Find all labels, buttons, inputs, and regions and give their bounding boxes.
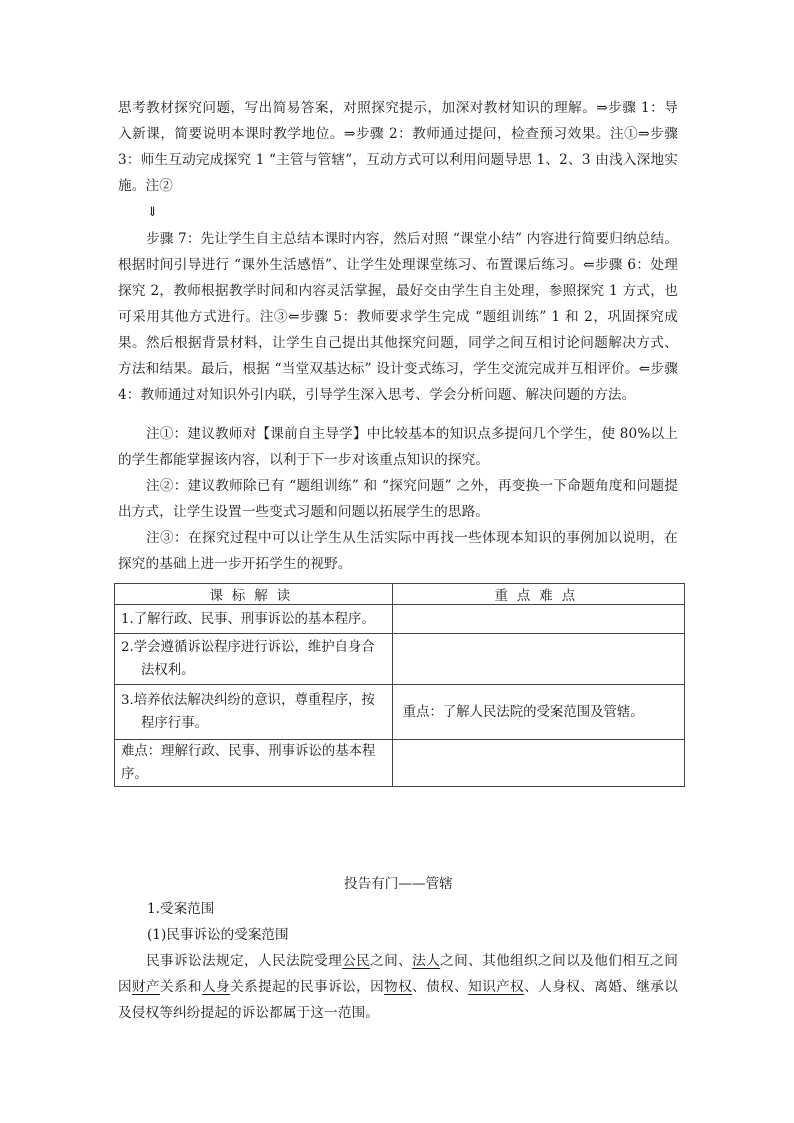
subheading-civil-scope: (1)民事诉讼的受案范围 (147, 927, 289, 943)
term-legal-person: 法人 (412, 953, 441, 969)
term-personal: 人身 (202, 979, 231, 995)
term-citizen: 公民 (342, 953, 371, 969)
table-cell: 3.培养依法解决纠纷的意识，尊重程序，按程序行事。 (115, 685, 393, 740)
section-title: 投告有门——管辖 (344, 876, 453, 892)
term-ip-right: 知识产权 (468, 979, 525, 995)
body-text: 之间、 (370, 953, 413, 969)
body-text: 关系和 (160, 979, 203, 995)
down-arrow-icon: ⇓ (147, 205, 158, 220)
header-key-difficult-points: 重点难点 (392, 584, 684, 605)
body-text: 、人身权、离婚、继承以及侵权等纠纷提起的诉讼都属于这一范围。 (118, 979, 678, 1021)
table-row (115, 605, 685, 634)
subheading-scope: 1.受案范围 (147, 901, 215, 917)
note-3: 注③：在探究过程中可以让学生从生活实际中再找一些体现本知识的事例加以说明，在探究的基础上进一步开拓学生的视野。 (118, 530, 678, 572)
table-cell-empty (392, 605, 684, 634)
key-point-cell: 重点：了解人民法院的受案范围及管辖。 (392, 685, 684, 740)
flow-paragraph-2: 步骤 7：先让学生自主总结本课时内容，然后对照 “课堂小结” 内容进行简要归纳总结。根据时间引导进行 “课外生活感悟”、让学生处理课堂练习、布置课后练习。⇐步骤 6：处理探究 2，教师根据教学时间和内容灵活掌握，最好交由学生自主处理，参照探究 1 方式，也可采用其他方式进行。注③⇐步骤 5：教师要求学生完成 “题组训练” 1 和 2，巩固探究成果。然后根据背景材料，让学生自己提出其他探究问题，同学之间互相讨论问题解决方式、方法和结果。最后，根据 “当堂双基达标” 设计变式练习，学生交流完成并互相评价。⇐步骤 4：教师通过对知识外引内联，引导学生深入思考、学会分析问题、解决问题的方法。 (118, 231, 678, 403)
table-cell: 1.了解行政、民事、刑事诉讼的基本程序。 (115, 605, 393, 634)
table-cell-empty (392, 634, 684, 685)
table-row (115, 634, 685, 685)
body-text: 民事诉讼法规定，人民法院受理 (146, 953, 343, 969)
table-header-row (115, 584, 685, 605)
table-row (115, 740, 685, 787)
table-cell: 2.学会遵循诉讼程序进行诉讼，维护自身合法权利。 (115, 634, 393, 685)
table-cell-empty (392, 740, 684, 787)
term-real-right: 物权 (384, 979, 413, 995)
term-property: 财产 (132, 979, 161, 995)
header-curriculum-interpretation: 课标解读 (115, 584, 393, 605)
curriculum-table (114, 583, 685, 787)
body-text: 之间、其他组织之间以及他们相互之间因 (118, 953, 678, 995)
flow-paragraph-1: 思考教材探究问题，写出简易答案，对照探究提示，加深对教材知识的理解。⇒步骤 1：导入新课，简要说明本课时教学地位。⇒步骤 2：教师通过提问，检查预习效果。注①⇒步骤 3：师生互动完成探究 1 “主管与管辖”，互动方式可以利用问题导思 1、2、3 由浅入深地实施。注② (118, 100, 678, 194)
civil-scope-paragraph (118, 948, 678, 1026)
table-cell: 难点：理解行政、民事、刑事诉讼的基本程序。 (115, 740, 393, 787)
body-text: 、债权、 (412, 979, 469, 995)
note-2: 注②：建议教师除已有 “题组训练” 和 “探究问题” 之外，再变换一下命题角度和问题提出方式，让学生设置一些变式习题和问题以拓展学生的思路。 (118, 478, 678, 520)
table-row (115, 685, 685, 740)
body-text: 关系提起的民事诉讼，因 (230, 979, 385, 995)
note-1: 注①：建议教师对【课前自主导学】中比较基本的知识点多提问几个学生，使 80%以上的学生都能掌握该内容，以利于下一步对该重点知识的探究。 (118, 426, 678, 468)
